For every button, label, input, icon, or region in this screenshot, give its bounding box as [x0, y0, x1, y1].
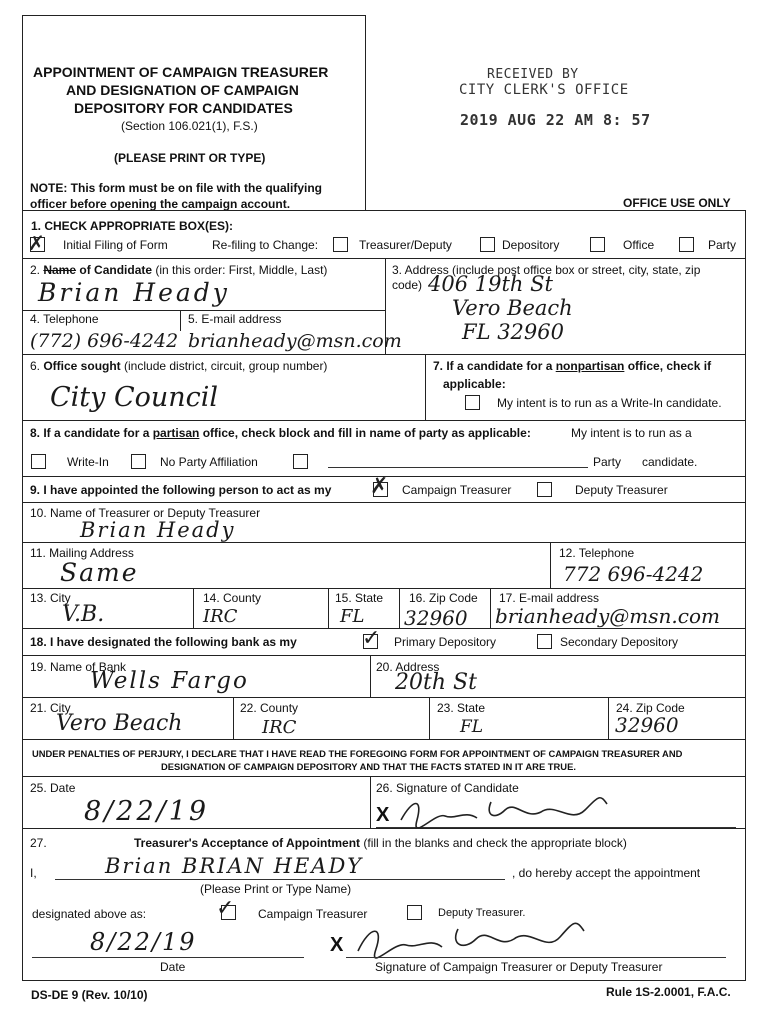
campaign-treasurer-check-mark: ✗ — [370, 474, 389, 499]
rule-reference: Rule 1S-2.0001, F.A.C. — [606, 985, 731, 999]
treasurer-phone-label: 12. Telephone — [559, 546, 635, 560]
note-line1: NOTE: This form must be on file with the qualifying — [30, 181, 323, 195]
treasurer-city-value[interactable]: V.B. — [62, 602, 105, 627]
treasurer-name-value[interactable]: Brian Heady — [80, 518, 236, 542]
acceptance-i: I, — [30, 866, 37, 880]
bank-address-label: 20. Address — [376, 660, 440, 674]
form-title-line3: DEPOSITORY FOR CANDIDATES — [74, 100, 293, 116]
deputy-treasurer-label: Deputy Treasurer — [575, 483, 668, 497]
bank-state-label: 23. State — [437, 701, 486, 715]
candidate-signature-x: X — [376, 804, 390, 826]
refiling-office-label: Office — [623, 238, 655, 252]
office-sought-rest: (include district, circuit, group number) — [120, 359, 328, 373]
candidate-name-label-bold: of Candidate — [76, 263, 153, 277]
candidate-name-label-struck: Name — [43, 263, 77, 277]
candidate-address-label-2: code) — [392, 278, 423, 292]
acceptance-signature[interactable] — [350, 915, 590, 960]
acceptance-title — [134, 836, 627, 850]
divider-v-bank-state — [608, 697, 609, 739]
npa-checkbox[interactable] — [131, 454, 146, 469]
npa-label: No Party Affiliation — [160, 455, 258, 469]
partisan-writein-label: Write-In — [67, 455, 109, 469]
office-sought-label — [30, 359, 327, 373]
divider-1 — [22, 258, 746, 259]
candidate-date-label: 25. Date — [30, 781, 76, 795]
divider-13 — [22, 828, 746, 829]
refiling-depository-checkbox[interactable] — [480, 237, 495, 252]
perjury-line1: UNDER PENALTIES OF PERJURY, I DECLARE THAT I HAVE READ THE FOREGOING FORM FOR APPOINTMENT OF CAMPAIGN TREASURER AND — [32, 748, 683, 759]
acceptance-signature-label: Signature of Campaign Treasurer or Deputy Treasurer — [375, 960, 663, 974]
received-stamp-line2: CITY CLERK'S OFFICE — [459, 82, 629, 98]
form-title-line2: AND DESIGNATION OF CAMPAIGN — [66, 82, 299, 98]
bank-zip-label: 24. Zip Code — [616, 701, 685, 715]
bank-city-label: 21. City — [30, 701, 71, 715]
candidate-name-label-rest: (in this order: First, Middle, Last) — [152, 263, 328, 277]
acceptance-date-value[interactable]: 8/22/19 — [90, 928, 197, 956]
nonpartisan-label-b: office, check if — [624, 359, 712, 373]
statute-reference: (Section 106.021(1), F.S.) — [121, 119, 258, 133]
deputy-treasurer-checkbox[interactable] — [537, 482, 552, 497]
candidate-address-line3[interactable]: FL 32960 — [462, 320, 564, 344]
acceptance-title-bold: Treasurer's Acceptance of Appointment — [134, 836, 361, 850]
mailing-address-label: 11. Mailing Address — [30, 546, 134, 560]
divider-v-mailing-phone — [550, 542, 551, 588]
treasurer-state-value[interactable]: FL — [340, 606, 365, 627]
partisan-intent: My intent is to run as a — [571, 426, 692, 440]
treasurer-city-label: 13. City — [30, 591, 71, 605]
divider-v-state — [399, 588, 400, 628]
partisan-writein-checkbox[interactable] — [31, 454, 46, 469]
candidate-name-label — [30, 263, 327, 277]
divider-name-phone — [22, 310, 386, 311]
candidate-email-value[interactable]: brianheady@msn.com — [188, 330, 402, 352]
refiling-treasurer-label: Treasurer/Deputy — [359, 238, 452, 252]
candidate-name-label-num: 2. — [30, 263, 44, 277]
candidate-address-line1[interactable]: 406 19th St — [428, 272, 553, 296]
candidate-name-value[interactable]: Brian Heady — [38, 278, 230, 307]
divider-v-bank-county — [429, 697, 430, 739]
form-id: DS-DE 9 (Rev. 10/10) — [31, 988, 148, 1002]
form-title-line1: APPOINTMENT OF CAMPAIGN TREASURER — [33, 64, 329, 80]
refiling-office-checkbox[interactable] — [590, 237, 605, 252]
initial-filing-label: Initial Filing of Form — [63, 238, 168, 252]
divider-10 — [22, 697, 746, 698]
party-label: Party — [593, 455, 622, 469]
treasurer-name-label: 10. Name of Treasurer or Deputy Treasurer — [30, 506, 261, 520]
nonpartisan-writein-label: My intent is to run as a Write-In candidate. — [497, 396, 722, 410]
acceptance-num: 27. — [30, 836, 47, 850]
candidate-date-value[interactable]: 8/22/19 — [84, 796, 210, 827]
divider-6 — [22, 542, 746, 543]
office-sought-num: 6. — [30, 359, 44, 373]
divider-v-zip — [490, 588, 491, 628]
appointment-label: 9. I have appointed the following person to act as my — [30, 483, 332, 497]
candidate-phone-label: 4. Telephone — [30, 312, 99, 326]
nonpartisan-writein-checkbox[interactable] — [465, 395, 480, 410]
campaign-treasurer-label: Campaign Treasurer — [402, 483, 512, 497]
acceptance-name-line — [55, 879, 505, 880]
accept-deputy-treasurer-label: Deputy Treasurer. — [438, 907, 526, 919]
print-note: (PLEASE PRINT OR TYPE) — [114, 151, 266, 165]
bank-county-value[interactable]: IRC — [262, 717, 297, 738]
treasurer-phone-value[interactable]: 772 696-4242 — [563, 562, 704, 586]
nonpartisan-applicable: applicable: — [443, 377, 506, 391]
office-use-only: OFFICE USE ONLY — [623, 196, 731, 210]
secondary-depository-checkbox[interactable] — [537, 634, 552, 649]
divider-2 — [22, 354, 746, 355]
bank-state-value[interactable]: FL — [460, 717, 484, 737]
party-checkbox[interactable] — [293, 454, 308, 469]
divider-3 — [22, 420, 746, 421]
divider-v-office — [425, 354, 426, 420]
bank-name-label: 19. Name of Bank — [30, 660, 127, 674]
perjury-line2: DESIGNATION OF CAMPAIGN DEPOSITORY AND THAT THE FACTS STATED IN IT ARE TRUE. — [161, 761, 576, 772]
refiling-party-label: Party — [708, 238, 737, 252]
treasurer-email-value[interactable]: brianheady@msn.com — [495, 604, 720, 628]
section1-heading: 1. CHECK APPROPRIATE BOX(ES): — [31, 219, 234, 233]
partisan-label — [30, 426, 531, 440]
bank-zip-value[interactable]: 32960 — [615, 713, 679, 737]
acceptance-signature-line — [346, 957, 726, 958]
accept-campaign-treasurer-label: Campaign Treasurer — [258, 907, 368, 921]
bank-city-value[interactable]: Vero Beach — [56, 711, 183, 736]
party-candidate-label: candidate. — [642, 455, 698, 469]
acceptance-date-line — [32, 957, 304, 958]
nonpartisan-label — [433, 359, 711, 373]
acceptance-name-value[interactable]: Brian BRIAN HEADY — [105, 854, 364, 878]
partisan-label-u: partisan — [152, 426, 200, 440]
candidate-phone-value[interactable]: (772) 696-4242 — [30, 330, 179, 352]
bank-name-value[interactable]: Wells Fargo — [90, 668, 249, 694]
received-stamp-line1: RECEIVED BY — [487, 67, 579, 82]
divider-7 — [22, 588, 746, 589]
treasurer-county-label: 14. County — [203, 591, 262, 605]
divider-v-bank — [370, 655, 371, 697]
acceptance-print-name: (Please Print or Type Name) — [200, 882, 352, 896]
treasurer-state-label: 15. State — [335, 591, 384, 605]
primary-depository-check-mark: ✓ — [362, 626, 381, 651]
office-sought-bold: Office sought — [43, 359, 121, 373]
candidate-address-label-1: 3. Address (include post office box or street, city, state, zip — [392, 263, 701, 277]
party-name-line[interactable] — [328, 467, 588, 468]
primary-depository-label: Primary Depository — [394, 635, 497, 649]
nonpartisan-label-u: nonpartisan — [555, 359, 625, 373]
divider-9 — [22, 655, 746, 656]
mailing-address-value[interactable]: Same — [60, 558, 139, 587]
treasurer-email-label: 17. E-mail address — [499, 591, 600, 605]
accept-campaign-treasurer-check-mark: ✓ — [216, 896, 235, 921]
bank-designation-label: 18. I have designated the following bank as my — [30, 635, 297, 649]
secondary-depository-label: Secondary Depository — [560, 635, 679, 649]
candidate-signature-label: 26. Signature of Candidate — [376, 781, 519, 795]
acceptance-title-rest: (fill in the blanks and check the appropriate block) — [360, 836, 627, 850]
divider-8 — [22, 628, 746, 629]
candidate-signature[interactable] — [395, 790, 615, 830]
acceptance-accept: , do hereby accept the appointment — [512, 866, 701, 880]
refiling-treasurer-checkbox[interactable] — [333, 237, 348, 252]
divider-v-phone-email — [180, 310, 181, 331]
note-line2: officer before opening the campaign account. — [30, 197, 291, 211]
divider-12 — [22, 776, 746, 777]
divider-v-city — [193, 588, 194, 628]
candidate-address-line2[interactable]: Vero Beach — [452, 296, 573, 320]
refiling-depository-label: Depository — [502, 238, 560, 252]
divider-v-date-sig — [370, 776, 371, 828]
initial-filing-check-mark: ✗ — [28, 231, 45, 255]
refiling-label: Re-filing to Change: — [212, 238, 319, 252]
designated-label: designated above as: — [32, 907, 147, 921]
treasurer-zip-label: 16. Zip Code — [409, 591, 478, 605]
divider-v-county — [328, 588, 329, 628]
divider-5 — [22, 502, 746, 503]
candidate-email-label: 5. E-mail address — [188, 312, 282, 326]
divider-v-bank-city — [233, 697, 234, 739]
nonpartisan-label-a: 7. If a candidate for a — [433, 359, 556, 373]
acceptance-signature-x: X — [330, 934, 344, 956]
refiling-party-checkbox[interactable] — [679, 237, 694, 252]
bank-county-label: 22. County — [240, 701, 299, 715]
divider-11 — [22, 739, 746, 740]
partisan-label-b: office, check block and fill in name of party as applicable: — [199, 426, 531, 440]
partisan-label-a: 8. If a candidate for a — [30, 426, 153, 440]
treasurer-zip-value[interactable]: 32960 — [404, 606, 468, 630]
bank-address-value[interactable]: 20th St — [395, 670, 477, 695]
received-stamp-time: 2019 AUG 22 AM 8: 57 — [460, 111, 651, 129]
acceptance-date-label: Date — [160, 960, 186, 974]
office-sought-value[interactable]: City Council — [50, 382, 219, 413]
treasurer-county-value[interactable]: IRC — [203, 606, 238, 627]
